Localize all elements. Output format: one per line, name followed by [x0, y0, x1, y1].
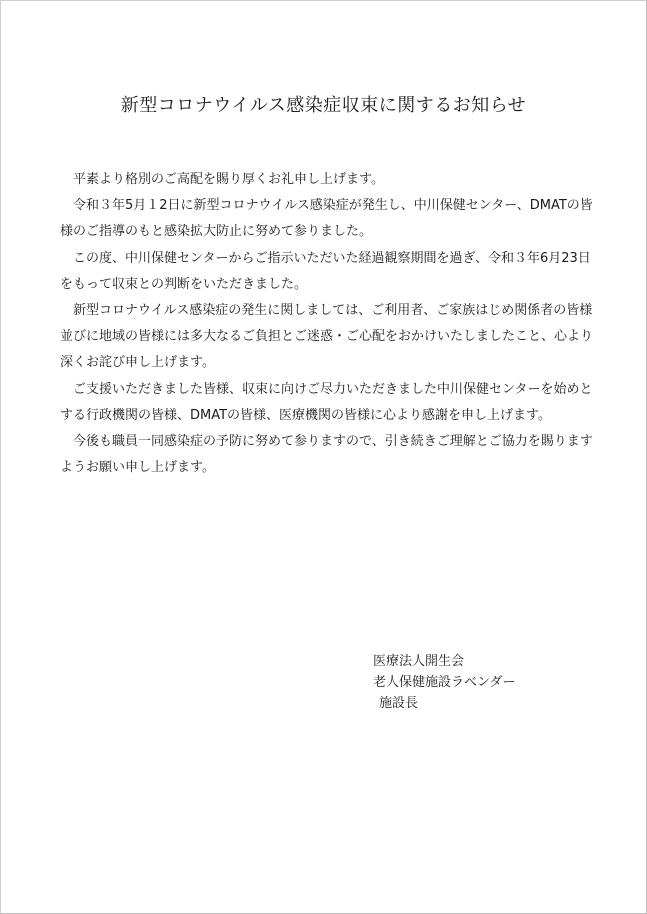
- signature-organization: 医療法人開生会: [373, 654, 465, 669]
- signature-block: [373, 651, 515, 714]
- paragraph-thanks: ご支援いただきました皆様、収束に向けご尽力いただきました中川保健センターを始めとする行政機関の皆様、DMATの皆様、医療機関の皆様に心より感謝を申し上げます。: [60, 381, 593, 423]
- paragraph-apology: 新型コロナウイルス感染症の発生に関しましては、ご利用者、ご家族はじめ関係者の皆様並びに地域の皆様には多大なるご負担とご迷惑・ご心配をおかけいたしましたこと、心より深くお詫び申し上げます。: [60, 303, 594, 371]
- signature-position: 施設長: [379, 696, 419, 711]
- document-body: [60, 167, 594, 481]
- signature-facility: 老人保健施設ラベンダー: [373, 675, 516, 690]
- paragraph-closing: 今後も職員一同感染症の予防に努めて参りますので、引き続きご理解とご協力を賜りますようお願い申し上げます。: [60, 434, 593, 476]
- paragraph-greeting: 平素より格別のご高配を賜り厚くお礼申し上げます。: [73, 172, 384, 187]
- document-title: 新型コロナウイルス感染症収束に関するお知らせ: [120, 95, 527, 116]
- paragraph-outbreak: 令和３年5月１2日に新型コロナウイルス感染症が発生し、中川保健センター、DMATの皆様のご指導のもと感染拡大防止に努めて参りました。: [60, 198, 593, 240]
- paragraph-resolution: この度、中川保健センターからご指示いただいた経過観察期間を過ぎ、令和３年6月23日をもって収束との判断をいただきました。: [60, 250, 591, 292]
